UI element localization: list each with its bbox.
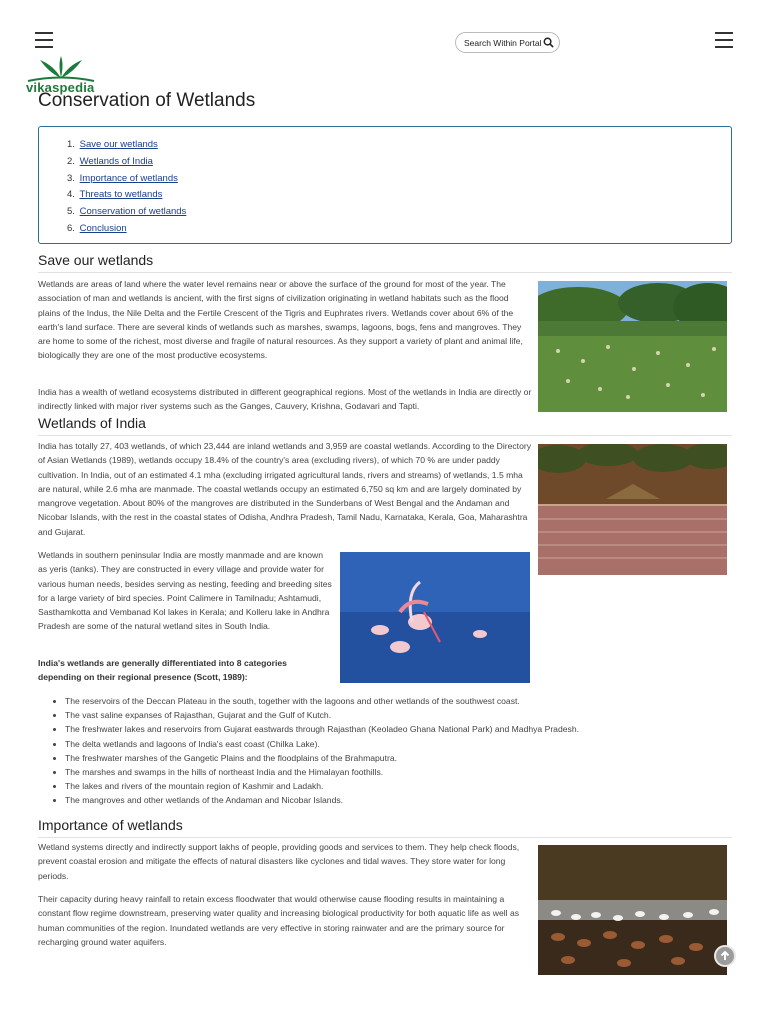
- importance-paragraph-1: Wetland systems directly and indirectly support lakhs of people, providing goods and services to them. They help check floods, prevent coastal erosion and mitigate the effects of natural disasters like cyclones and tidal waves. They store water for long periods.: [38, 842, 520, 881]
- save-paragraph-2: India has a wealth of wetland ecosystems distributed in different geographical regions. Most of the wetlands in India are directly or indirectly linked with major river systems such as the Ganges, Cauvery, Krishna, Godavari and Tapti.: [38, 387, 532, 412]
- toc-link-save-our-wetlands[interactable]: Save our wetlands: [79, 139, 158, 150]
- toc-item: 2. Wetlands of India: [67, 155, 153, 167]
- toc-item: 4. Threats to wetlands: [67, 189, 163, 201]
- table-of-contents: [38, 126, 732, 244]
- india-paragraph-1: India has totally 27, 403 wetlands, of which 23,444 are inland wetlands and 3,959 are coastal wetlands. According to the Directory of Asian Wetlands (1989), wetlands occupy 18.4% of the country's area (excluding rivers), of which 70 % are under paddy cultivation. In India, out of an estimated 4.1 mha (excluding irrigated agricultural lands, rivers and streams) of wetlands, 1.5 mha are natural, while 2.6 mha are manmade. The coastal wetlands occupy an estimated 6,750 sq km and are largely dominated by mangrove vegetation. About 80% of the mangroves are distributed in the Sunderbans of West Bengal and the Andaman and Nicobar Islands, with the rest in the coastal states of Odisha, Andhra Pradesh, Tamil Nadu, Karnataka, Kerala, Goa, Maharashtra and Gujarat.: [38, 441, 532, 537]
- toc-item: 1. Save our wetlands: [67, 139, 158, 150]
- section-heading-save-our-wetlands: Save our wetlands: [38, 252, 732, 273]
- site-logo[interactable]: [26, 54, 96, 94]
- toc-item: 5. Conservation of wetlands: [67, 206, 187, 218]
- india-categories-intro: India's wetlands are generally differentiated into 8 categories depending on their regional presence (Scott, 1989):: [38, 658, 287, 683]
- wetland-lilies-image: [538, 281, 727, 412]
- logo-text: vikaspedia: [26, 80, 95, 95]
- list-item: • The vast saline expanses of Rajasthan, Gujarat and the Gulf of Kutch.: [65, 708, 579, 722]
- toc-link-conclusion[interactable]: Conclusion: [79, 222, 127, 234]
- list-item: • The marshes and swamps in the hills of northeast India and the Himalayan foothills.: [65, 765, 579, 779]
- list-item: • The lakes and rivers of the mountain region of Kashmir and Ladakh.: [65, 779, 579, 793]
- page-title: Conservation of Wetlands: [38, 90, 256, 111]
- flamingos-image: [340, 552, 530, 683]
- toc-link-importance-of-wetlands[interactable]: Importance of wetlands: [79, 172, 178, 184]
- backwater-palms-image: [538, 444, 727, 575]
- section-heading-wetlands-of-india: Wetlands of India: [38, 415, 732, 436]
- list-item: • The reservoirs of the Deccan Plateau in the south, together with the lagoons and other wetlands of the southwest coast.: [65, 694, 579, 708]
- list-item: • The delta wetlands and lagoons of India's east coast (Chilka Lake).: [65, 737, 579, 751]
- importance-paragraph-2: Their capacity during heavy rainfall to retain excess floodwater that would otherwise cause flooding results in maintaining a constant flow regime downstream, preserving water quality and increasing biological productivity for both aquatic life as well as human communities of the region. Inundated wetlands are very effective in storing rainwater and are the primary source for recharging ground water aquifers.: [38, 894, 520, 947]
- search-icon[interactable]: [543, 37, 554, 48]
- toc-item: 3. Importance of wetlands: [67, 172, 178, 184]
- toc-link-threats-to-wetlands[interactable]: Threats to wetlands: [79, 189, 163, 201]
- toc-item: 6. Conclusion: [67, 222, 127, 234]
- options-menu-icon[interactable]: [715, 32, 733, 48]
- toc-link-conservation-of-wetlands[interactable]: Conservation of wetlands: [79, 206, 187, 218]
- list-item: • The mangroves and other wetlands of the Andaman and Nicobar Islands.: [65, 793, 579, 807]
- save-paragraph-1: Wetlands are areas of land where the water level remains near or above the surface of the ground for most of the year. The association of man and wetlands is ancient, with the first signs of civilization originating in wetland habitats such as the flood plains of the Indus, the Nile Delta and the Fertile Crescent of the Tigris and Euphrates rivers. Wetlands cover about 6% of the earth's land surface. There are several kinds of wetlands such as marshes, swamps, lagoons, bogs, fens and mangroves. They are home to some of the richest, most diverse and fragile of natural resources. As they support a variety of plant and animal life, biologically they are one of the most productive ecosystems.: [38, 279, 523, 361]
- search-placeholder: Search Within Portal: [464, 37, 542, 48]
- search-input[interactable]: [455, 32, 560, 53]
- india-paragraph-2: Wetlands in southern peninsular India are mostly manmade and are known as yeris (tanks). They are constructed in every village and provide water for various human needs, besides serving as nesting, feeding and breeding sites for a large variety of bird species. Point Calimere in Tamilnadu; Ashtamudi, Sasthamkotta and Vembanad Kol lakes in Kerala; and Kolleru lake in Andhra Pradesh are some of the natural wetland sites in South India.: [38, 550, 332, 632]
- toc-link-wetlands-of-india[interactable]: Wetlands of India: [79, 155, 153, 167]
- arrow-up-icon: [719, 950, 731, 962]
- list-item: • The freshwater lakes and reservoirs from Gujarat eastwards through Rajasthan (Keoladeo Ghana National Park) and Madhya Pradesh.: [65, 722, 579, 736]
- wetland-birds-image: [538, 845, 727, 975]
- section-heading-importance-of-wetlands: Importance of wetlands: [38, 817, 732, 838]
- list-item: • The freshwater marshes of the Gangetic Plains and the floodplains of the Brahmaputra.: [65, 751, 579, 765]
- scroll-to-top-button[interactable]: [714, 945, 736, 967]
- wetland-categories-list: [52, 694, 579, 808]
- menu-icon[interactable]: [35, 32, 53, 48]
